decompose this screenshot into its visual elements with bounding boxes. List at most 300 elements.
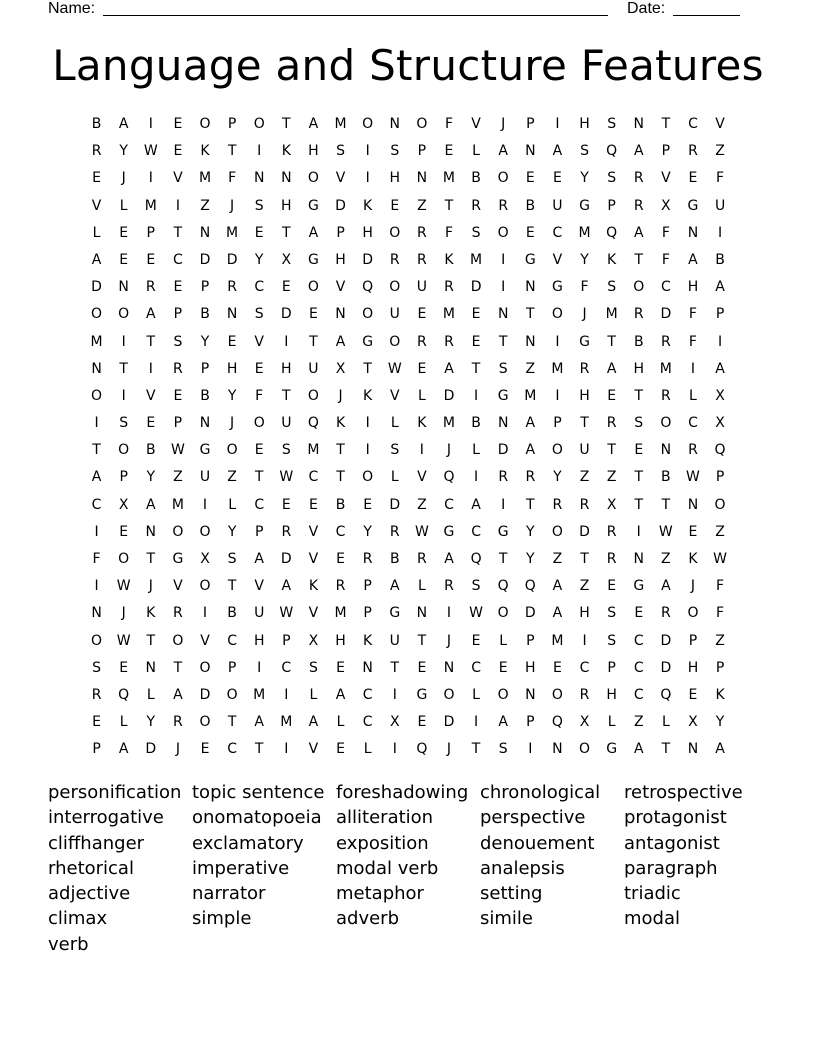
grid-cell: C <box>688 116 698 132</box>
grid-cell: N <box>525 686 536 703</box>
grid-cell: H <box>579 387 590 404</box>
grid-cell: G <box>308 197 319 214</box>
grid-row <box>83 739 743 766</box>
grid-cell: L <box>499 632 508 649</box>
word-bank-word: antagonist <box>624 832 720 854</box>
grid-cell: G <box>579 197 590 214</box>
grid-cell: Q <box>416 741 428 758</box>
grid-cell: W <box>170 442 185 459</box>
grid-cell: H <box>281 360 292 377</box>
grid-cell: H <box>362 224 373 241</box>
grid-cell: E <box>634 442 644 459</box>
grid-cell: V <box>661 170 671 187</box>
grid-cell: R <box>91 143 102 160</box>
grid-cell: T <box>282 116 291 132</box>
grid-cell: K <box>200 143 210 160</box>
grid-cell: I <box>202 496 208 513</box>
grid-cell: S <box>173 333 183 350</box>
grid-cell: A <box>498 714 508 731</box>
grid-cell: T <box>526 496 535 513</box>
grid-cell: G <box>606 741 618 758</box>
grid-cell: Q <box>551 714 563 731</box>
grid-cell: V <box>417 469 427 486</box>
grid-cell: B <box>91 116 102 132</box>
grid-cell: I <box>257 143 262 160</box>
grid-cell: X <box>715 387 725 404</box>
grid-row <box>83 495 743 522</box>
grid-cell: F <box>92 551 101 567</box>
grid-cell: J <box>582 306 587 323</box>
word-bank-word: onomatopoeia <box>192 807 322 829</box>
grid-cell: I <box>284 741 289 758</box>
word-bank-column <box>480 780 624 932</box>
grid-cell: E <box>688 170 698 187</box>
grid-cell: X <box>688 714 698 731</box>
grid-cell: O <box>253 415 265 432</box>
grid-cell: N <box>281 170 292 187</box>
grid-cell: T <box>227 143 237 160</box>
grid-cell: O <box>362 116 374 132</box>
grid-cell: S <box>498 360 508 377</box>
grid-cell: C <box>633 632 644 649</box>
grid-cell: D <box>660 659 672 676</box>
grid-cell: I <box>94 415 99 432</box>
grid-cell: V <box>254 578 264 595</box>
grid-cell: S <box>607 170 617 187</box>
letter-grid <box>83 114 743 767</box>
grid-cell: A <box>471 496 481 513</box>
grid-cell: L <box>309 686 318 703</box>
grid-cell: G <box>497 387 509 404</box>
grid-cell: I <box>284 333 289 350</box>
grid-cell: T <box>173 224 183 241</box>
grid-cell: M <box>253 686 266 703</box>
grid-cell: O <box>362 469 374 486</box>
grid-cell: A <box>633 224 644 241</box>
grid-cell: P <box>200 360 210 377</box>
grid-cell: R <box>444 578 454 595</box>
grid-row <box>83 712 743 739</box>
grid-cell: X <box>579 714 590 731</box>
grid-cell: T <box>498 333 508 350</box>
grid-cell: W <box>279 605 294 622</box>
grid-cell: R <box>606 523 617 540</box>
grid-cell: M <box>198 170 212 187</box>
grid-cell: A <box>715 279 725 296</box>
grid-cell: P <box>715 306 725 323</box>
grid-cell: E <box>525 224 535 241</box>
grid-cell: S <box>254 197 264 214</box>
word-bank-word: alliteration <box>336 807 434 829</box>
grid-cell: I <box>175 197 180 214</box>
grid-cell: F <box>444 116 453 132</box>
grid-cell: J <box>501 116 506 132</box>
grid-cell: F <box>444 224 453 241</box>
grid-cell: T <box>254 469 264 486</box>
grid-cell: T <box>526 306 535 323</box>
grid-cell: T <box>227 714 237 731</box>
grid-cell: C <box>172 251 183 268</box>
grid-cell: A <box>498 143 508 160</box>
grid-cell: M <box>280 714 293 731</box>
grid-cell: S <box>634 415 644 432</box>
grid-cell: E <box>227 333 237 350</box>
grid-cell: S <box>308 659 318 676</box>
grid-cell: E <box>309 306 318 323</box>
grid-cell: I <box>148 360 153 377</box>
grid-cell: C <box>660 279 671 296</box>
word-bank-word: chronological <box>480 782 601 803</box>
grid-cell: H <box>253 632 265 649</box>
grid-cell: A <box>145 496 156 513</box>
grid-cell: E <box>336 659 345 676</box>
grid-cell: T <box>661 496 671 513</box>
grid-cell: I <box>555 333 560 350</box>
grid-cell: D <box>145 741 157 758</box>
grid-cell: P <box>715 659 725 676</box>
grid-cell: Q <box>470 551 482 567</box>
grid-cell: C <box>227 632 237 649</box>
grid-cell: T <box>634 251 644 268</box>
grid-cell: R <box>498 469 509 486</box>
grid-cell: T <box>471 741 481 758</box>
grid-cell: R <box>471 197 481 214</box>
grid-cell: O <box>660 415 672 432</box>
grid-cell: T <box>580 415 589 432</box>
grid-cell: D <box>199 251 211 268</box>
grid-cell: T <box>498 551 508 567</box>
grid-cell: X <box>715 415 725 432</box>
grid-cell: I <box>690 360 696 377</box>
grid-cell: N <box>497 415 509 432</box>
grid-cell: Z <box>579 469 590 486</box>
grid-cell: I <box>121 333 126 350</box>
grid-cell: G <box>172 551 184 567</box>
grid-cell: K <box>417 415 427 432</box>
grid-cell: S <box>607 605 617 622</box>
grid-cell: H <box>687 659 699 676</box>
word-bank-word: analepsis <box>480 857 565 879</box>
grid-cell: A <box>552 143 563 160</box>
grid-cell: O <box>497 224 509 241</box>
grid-cell: Z <box>633 714 644 731</box>
grid-row <box>83 250 743 277</box>
grid-cell: A <box>335 686 346 703</box>
grid-cell: C <box>281 659 292 676</box>
grid-cell: E <box>444 143 454 160</box>
grid-cell: O <box>199 714 211 731</box>
grid-cell: M <box>442 170 456 187</box>
word-bank-word: adjective <box>48 883 131 905</box>
grid-cell: Z <box>715 632 725 649</box>
grid-cell: E <box>336 551 345 567</box>
grid-cell: F <box>661 251 670 268</box>
grid-cell: C <box>254 496 265 513</box>
grid-cell: U <box>199 469 211 486</box>
grid-cell: U <box>552 197 563 214</box>
grid-cell: R <box>552 496 563 513</box>
grid-cell: D <box>280 551 292 567</box>
grid-cell: Q <box>118 686 130 703</box>
grid-cell: T <box>634 469 644 486</box>
grid-cell: P <box>254 523 264 540</box>
grid-cell: Y <box>227 523 237 540</box>
grid-cell: A <box>715 360 725 377</box>
grid-cell: E <box>336 741 345 758</box>
name-field-line[interactable] <box>103 15 608 16</box>
grid-cell: C <box>362 714 373 731</box>
grid-cell: B <box>525 197 536 214</box>
grid-cell: O <box>497 605 509 622</box>
grid-cell: J <box>690 578 696 595</box>
grid-cell: R <box>389 523 400 540</box>
grid-cell: D <box>335 197 346 214</box>
grid-cell: V <box>308 605 319 622</box>
grid-cell: A <box>173 686 183 703</box>
grid-cell: Y <box>254 251 264 268</box>
grid-cell: N <box>199 415 211 432</box>
grid-cell: L <box>390 415 399 432</box>
grid-cell: U <box>389 632 400 649</box>
word-bank-word: simple <box>192 908 252 930</box>
grid-cell: D <box>443 714 455 731</box>
grid-cell: Z <box>525 360 536 377</box>
grid-cell: B <box>200 306 210 323</box>
grid-cell: R <box>444 333 454 350</box>
grid-cell: L <box>661 714 670 731</box>
grid-cell: W <box>713 551 727 567</box>
grid-cell: N <box>389 116 400 132</box>
grid-cell: I <box>365 143 370 160</box>
grid-cell: P <box>661 143 671 160</box>
grid-cell: R <box>227 279 237 296</box>
grid-cell: P <box>526 116 535 132</box>
grid-cell: R <box>606 415 617 432</box>
word-bank-word: personification <box>48 782 182 803</box>
grid-cell: I <box>501 251 506 268</box>
grid-cell: B <box>200 387 210 404</box>
grid-cell: G <box>579 333 590 350</box>
grid-cell: J <box>230 415 235 432</box>
grid-cell: E <box>634 605 644 622</box>
grid-cell: N <box>335 306 346 323</box>
grid-cell: E <box>688 686 698 703</box>
grid-cell: F <box>716 605 725 622</box>
grid-cell: L <box>472 143 480 160</box>
grid-cell: M <box>442 415 456 432</box>
grid-cell: L <box>390 469 399 486</box>
grid-cell: R <box>173 605 183 622</box>
grid-cell: A <box>633 143 644 160</box>
grid-cell: I <box>718 224 723 241</box>
grid-cell: E <box>146 251 156 268</box>
grid-cell: L <box>119 714 128 731</box>
grid-cell: O <box>497 170 509 187</box>
grid-cell: K <box>146 605 156 622</box>
grid-cell: Q <box>606 143 618 160</box>
grid-cell: L <box>689 387 697 404</box>
grid-cell: U <box>254 605 265 622</box>
grid-cell: V <box>308 741 319 758</box>
grid-cell: S <box>390 442 400 459</box>
grid-cell: O <box>226 442 238 459</box>
grid-cell: I <box>202 605 208 622</box>
grid-cell: O <box>551 523 563 540</box>
grid-cell: C <box>579 659 590 676</box>
grid-cell: Y <box>200 333 210 350</box>
grid-cell: J <box>121 170 126 187</box>
word-bank-word: modal <box>624 908 681 930</box>
grid-cell: N <box>633 551 644 567</box>
grid-cell: C <box>308 469 319 486</box>
grid-row <box>83 332 743 359</box>
grid-cell: Z <box>417 496 427 513</box>
grid-cell: R <box>688 442 698 459</box>
grid-cell: C <box>471 659 481 676</box>
grid-row <box>83 277 743 304</box>
grid-cell: A <box>606 360 617 377</box>
date-field-line[interactable] <box>673 15 740 16</box>
grid-cell: Y <box>119 143 128 160</box>
grid-cell: A <box>254 714 264 731</box>
grid-cell: R <box>91 686 102 703</box>
grid-cell: O <box>551 306 563 323</box>
grid-cell: E <box>363 496 373 513</box>
page-title: Language and Structure Features <box>52 41 764 90</box>
grid-cell: N <box>633 116 644 132</box>
grid-cell: X <box>389 714 400 731</box>
grid-cell: N <box>497 306 509 323</box>
grid-cell: H <box>226 360 238 377</box>
word-bank-word: denouement <box>480 832 595 854</box>
grid-cell: J <box>446 442 452 459</box>
grid-cell: P <box>282 632 291 649</box>
grid-cell: W <box>116 632 131 649</box>
grid-cell: R <box>417 251 427 268</box>
grid-cell: F <box>228 170 237 187</box>
grid-cell: L <box>363 741 372 758</box>
grid-cell: N <box>145 659 157 676</box>
grid-cell: G <box>416 686 428 703</box>
grid-cell: B <box>633 333 644 350</box>
grid-cell: I <box>555 116 560 132</box>
grid-row <box>83 603 743 630</box>
grid-cell: L <box>146 686 155 703</box>
grid-cell: G <box>633 578 645 595</box>
grid-cell: K <box>308 578 319 595</box>
grid-cell: I <box>582 632 587 649</box>
grid-cell: R <box>335 578 346 595</box>
grid-cell: E <box>254 224 264 241</box>
grid-cell: Q <box>497 578 509 595</box>
grid-cell: H <box>606 686 617 703</box>
grid-cell: P <box>92 741 101 758</box>
grid-cell: I <box>365 442 370 459</box>
grid-cell: S <box>607 116 617 132</box>
grid-cell: L <box>417 387 426 404</box>
grid-cell: T <box>173 659 183 676</box>
grid-cell: J <box>175 741 180 758</box>
grid-cell: T <box>363 360 372 377</box>
grid-cell: A <box>308 714 319 731</box>
grid-cell: O <box>362 306 374 323</box>
grid-row <box>83 223 743 250</box>
grid-cell: I <box>555 387 560 404</box>
grid-cell: Z <box>552 551 563 567</box>
grid-cell: O <box>307 279 319 296</box>
grid-cell: A <box>389 578 400 595</box>
grid-row <box>83 114 743 141</box>
grid-cell: F <box>255 387 264 404</box>
grid-cell: M <box>470 251 483 268</box>
word-bank-word: rhetorical <box>48 857 134 879</box>
grid-cell: C <box>335 523 346 540</box>
grid-cell: B <box>471 170 481 187</box>
grid-cell: V <box>145 387 156 404</box>
word-bank-word: imperative <box>192 857 290 879</box>
grid-cell: I <box>446 605 452 622</box>
grid-cell: X <box>200 551 210 567</box>
grid-cell: D <box>91 279 102 296</box>
grid-cell: R <box>633 170 644 187</box>
grid-cell: I <box>501 496 506 513</box>
grid-cell: C <box>688 415 698 432</box>
grid-cell: P <box>119 469 128 486</box>
grid-cell: E <box>119 251 129 268</box>
grid-cell: E <box>254 360 264 377</box>
grid-cell: Y <box>227 387 237 404</box>
grid-cell: E <box>471 306 481 323</box>
word-bank-word: topic sentence <box>192 782 325 803</box>
grid-cell: D <box>443 387 455 404</box>
grid-cell: E <box>417 306 427 323</box>
grid-cell: C <box>633 686 644 703</box>
grid-cell: E <box>119 659 129 676</box>
grid-cell: P <box>173 306 183 323</box>
grid-cell: T <box>634 496 644 513</box>
grid-cell: T <box>580 551 589 567</box>
grid-cell: Z <box>661 551 671 567</box>
grid-cell: O <box>91 387 103 404</box>
grid-cell: U <box>714 197 726 214</box>
grid-row <box>83 467 743 494</box>
grid-cell: T <box>634 387 644 404</box>
grid-cell: A <box>118 116 129 132</box>
grid-cell: O <box>91 306 103 323</box>
grid-cell: T <box>417 632 427 649</box>
grid-cell: R <box>525 469 536 486</box>
grid-cell: Y <box>146 469 156 486</box>
grid-cell: A <box>715 741 725 758</box>
grid-cell: T <box>92 442 101 459</box>
grid-cell: Z <box>579 578 590 595</box>
grid-cell: R <box>173 360 183 377</box>
grid-cell: G <box>308 251 319 268</box>
grid-cell: C <box>444 496 454 513</box>
grid-cell: T <box>119 360 128 377</box>
grid-cell: D <box>524 605 536 622</box>
grid-cell: Q <box>443 469 455 486</box>
grid-cell: Q <box>660 686 672 703</box>
grid-cell: O <box>416 116 428 132</box>
grid-cell: E <box>92 714 101 731</box>
grid-cell: J <box>338 387 343 404</box>
word-bank-word: exposition <box>336 832 429 854</box>
grid-cell: I <box>94 578 99 595</box>
grid-cell: O <box>633 279 645 296</box>
word-bank-word: modal verb <box>336 857 439 879</box>
grid-cell: O <box>226 686 238 703</box>
